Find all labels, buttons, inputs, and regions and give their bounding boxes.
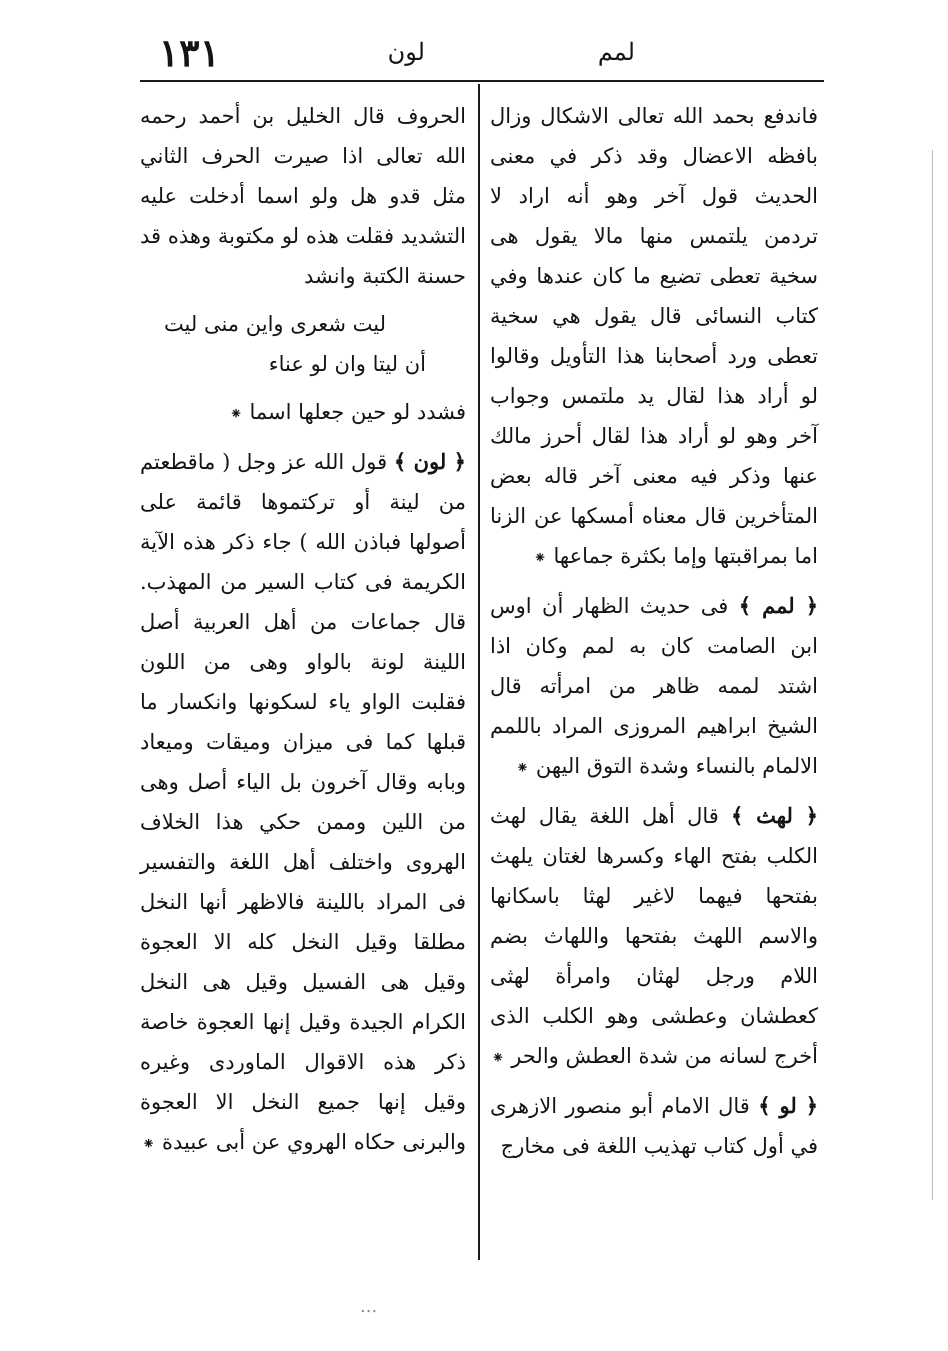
running-head-right: لمم	[597, 38, 635, 66]
entry-headword: ﴿ لمم ﴾	[738, 593, 818, 618]
end-mark: ⁕	[533, 548, 547, 567]
entry-text: قال الامام أبو منصور الازهرى في أول كتاب تهذيب اللغة فى مخارج	[490, 1094, 818, 1158]
entry-headword: ﴿ لون ﴾	[393, 449, 466, 474]
entry-text: قول الله عز وجل ( ماقطعتم من لينة أو تركتموها قائمة على أصولها فباذن الله ) جاء ذكر هذه الآية الكريمة فى كتاب السير من المهذب. قال جماعات من أهل العربية أصل اللينة لونة بالواو وهى من اللون فقلبت الواو ياء لسكونها وانكسار ما قبلها كما فى ميزان وميقات وميعاد وبابه وقال آخرون بل الياء أصل وهى من اللين وممن حكي هذا الخلاف الهروى واختلف أهل اللغة والتفسير فى المراد باللينة فالاظهر أنها النخل مطلقا وقيل النخل كله الا العجوة وقيل هى الفسيل وقيل هى النخل الكرام الجيدة وقيل إنها العجوة خاصة ذكر هذه الاقوال الماوردى وغيره وقيل إنها جميع النخل الا العجوة والبرنى حكاه الهروي عن أبى عبيدة	[140, 450, 466, 1154]
end-mark: ⁕	[515, 758, 530, 777]
entry-text: قال أهل اللغة يقال لهث الكلب بفتح الهاء وكسرها لغتان يلهث بفتحها فيهما لاغير لهثا باسكانها والاسم اللهث بفتحها واللهاث بضم اللام ورجل لهثان وامرأة لهثى كعطشان وعطشى وهو الكلب الذى أخرج لسانه من شدة العطش والحر	[490, 804, 818, 1068]
paragraph-text: الحروف قال الخليل بن أحمد رحمه الله تعالى اذا صيرت الحرف الثاني مثل قدو هل ولو اسما أدخلت عليه التشديد فقلت هذه لو مكتوبة وهذه قد حسنة الكتبة وانشد	[140, 104, 466, 288]
end-mark: ⁕	[229, 404, 243, 423]
paragraph-text: فاندفع بحمد الله تعالى الاشكال وزال بافظه الاعضال وقد ذكر في معنى الحديث قول آخر وهو أنه اراد لا تردمن يلتمس منها مالا يقول هى سخية تعطى تضيع ما كان عندها وفي كتاب النسائى قال يقول هي سخية تعطى ورد أصحابنا هذا التأويل وقالوا لو أراد هذا لقال يد ملتمس وجواب آخر وهو لو أراد هذا لقال أحرز مالك عنها وذكر فيه معنى آخر قاله بعض المتأخرين قال معناه أمسكها عن الزنا اما بمراقبتها وإما بكثرة جماعها	[490, 104, 818, 568]
paragraph	[140, 392, 466, 434]
footer-mark: ...	[360, 1296, 378, 1317]
verse-line-2: أن ليتا وان لو عناء	[268, 352, 426, 376]
right-column	[490, 96, 818, 1166]
entry-headword: ﴿ لهث ﴾	[730, 803, 818, 828]
paragraph	[490, 96, 818, 578]
page-edge-line	[932, 150, 933, 1200]
running-head-middle: لون	[387, 38, 425, 66]
poetry-verse	[140, 304, 466, 384]
paragraph	[140, 96, 466, 296]
left-column	[140, 96, 466, 1164]
entry-law	[490, 1086, 818, 1166]
end-mark: ⁕	[141, 1134, 156, 1153]
entry-text: فى حديث الظهار أن اوس ابن الصامت كان به لمم وكان اذا اشتد لممه ظاهر من امرأته قال الشيخ ابراهيم المروزى المراد باللمم الالمام بالنساء وشدة التوق اليهن	[490, 594, 818, 778]
entry-lamam	[490, 586, 818, 788]
page-number: ١٣١	[158, 30, 220, 75]
entry-headword: ﴿ لو ﴾	[758, 1093, 818, 1118]
entry-lawn	[140, 442, 466, 1164]
paragraph-text: فشدد لو حين جعلها اسما	[249, 400, 466, 424]
header-rule	[140, 80, 824, 82]
end-mark: ⁕	[491, 1048, 505, 1067]
verse-line-1: ليت شعرى واين منى ليت	[163, 312, 386, 336]
entry-lahath	[490, 796, 818, 1078]
column-divider	[478, 84, 480, 1260]
page-header	[140, 30, 820, 80]
